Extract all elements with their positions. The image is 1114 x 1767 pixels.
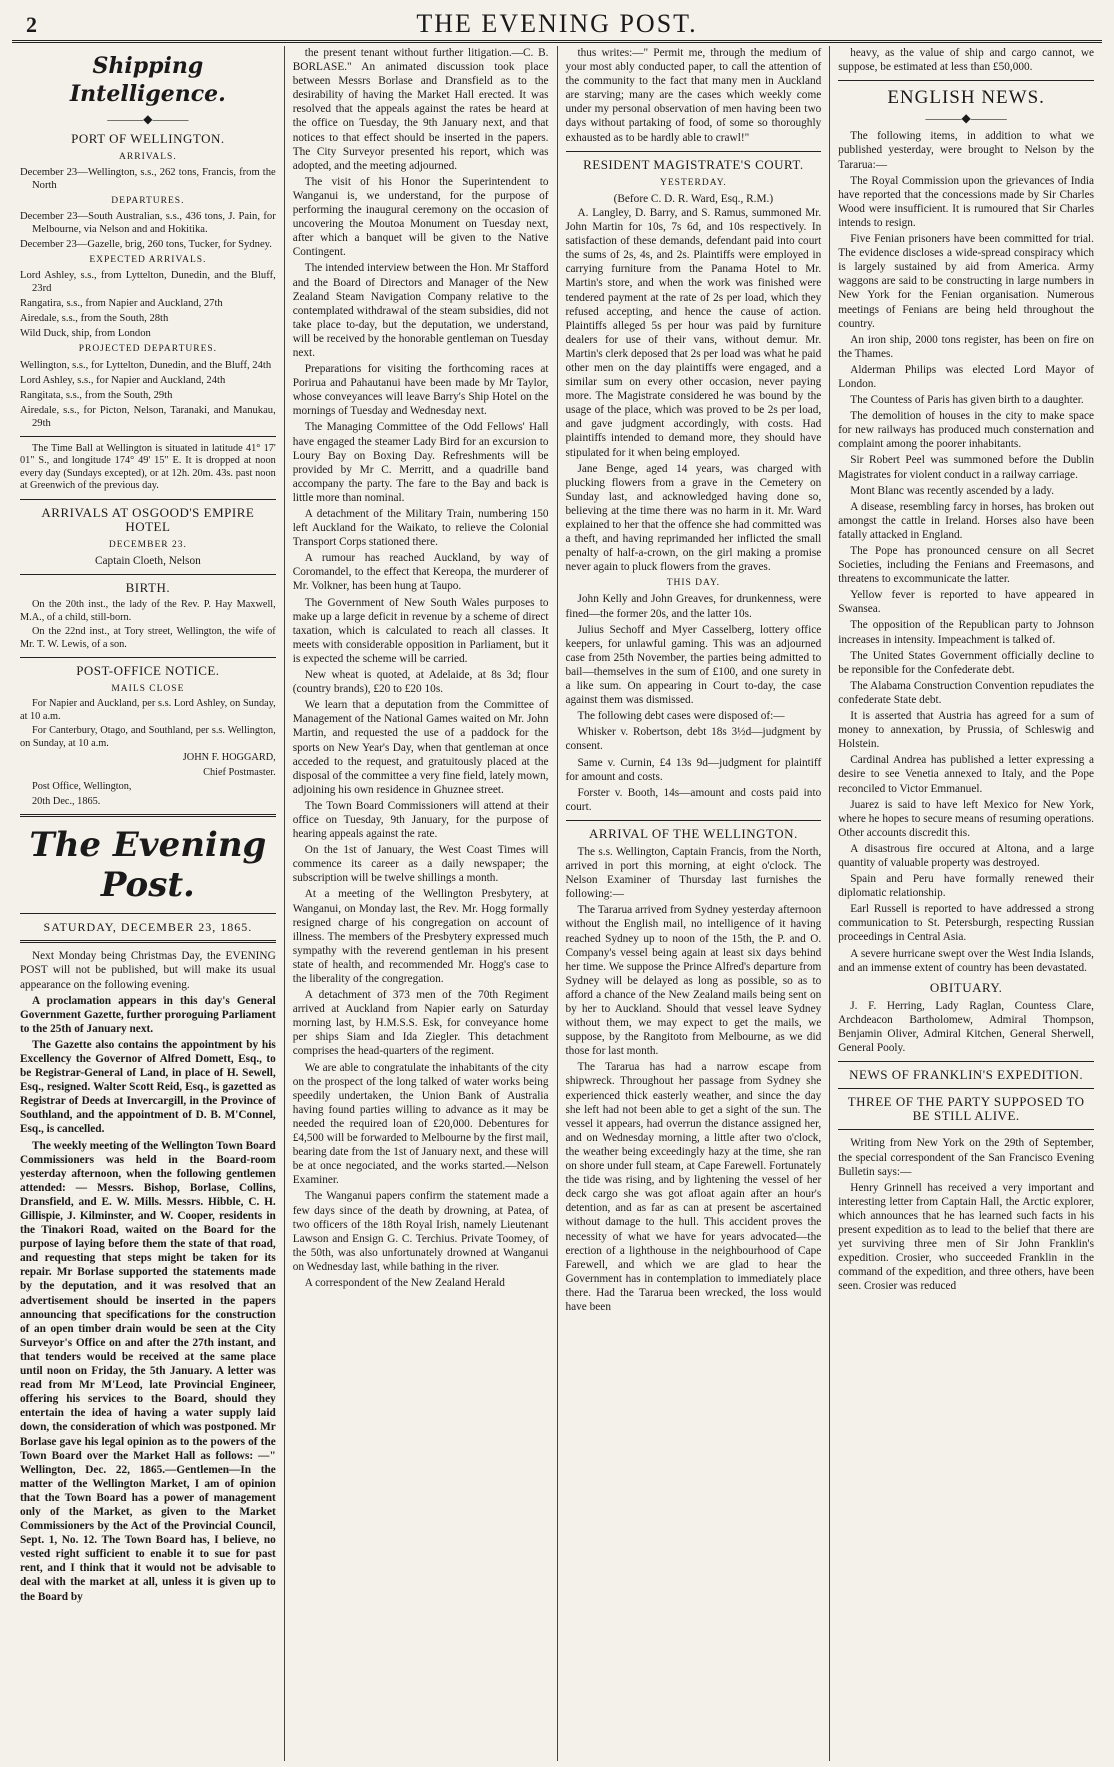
court-subheading: THIS DAY. [666,578,721,589]
article-paragraph: The Managing Committee of the Odd Fellows' Hall have engaged the steamer Lady Bird for an excursion to Loury Bay on Boxing Day. Refreshments will be provided by Mr C. Merritt, and a quadrille band accompany the party. The fare to the Bay and back is little more than nominal. [292,421,549,504]
projected-departures-label: PROJECTED DEPARTURES. [78,344,218,355]
court-paragraph: Forster v. Booth, 14s—amount and costs paid into court. [565,786,822,813]
news-item: Alderman Philips was elected Lord Mayor of London. [838,363,1094,390]
news-item: The following items, in addition to what we published yesterday, were brought to Nelson by the Tararua:— [838,130,1094,171]
mails-close-label: MAILS CLOSE [111,684,185,695]
shipping-intelligence-title: Shipping Intelligence. [69,53,226,107]
article-paragraph: heavy, as the value of ship and cargo cannot, we suppose, be estimated at less than £50,000. [838,47,1094,74]
divider [20,814,276,817]
article-paragraph: A proclamation appears in this day's General Government Gazette, further proroguing Parliament to the 25th of January next. [20,994,276,1035]
departure-entry: December 23—South Australian, s.s., 436 tons, J. Pain, for Melbourne, via Nelson and and Hokitika. [20,211,276,236]
divider [20,436,276,437]
article-paragraph: On the 1st of January, the West Coast Times will commence its career as a daily newspaper; the subscription will be twelve shillings a month. [292,844,549,885]
news-item: Cardinal Andrea has published a letter expressing a desire to see Venetia annexed to Italy, and the Pope reconciled to Victor Emmanuel. [838,754,1094,795]
news-item: Juarez is said to have left Mexico for New York, where he hopes to secure means of resuming operations. Other accounts discredit this. [838,798,1094,839]
divider [566,820,822,821]
expected-entry: Rangatira, s.s., from Napier and Auckland, 27th [20,298,223,310]
divider [20,940,276,943]
news-item: Mont Blanc was recently ascended by a lady. [850,484,1055,497]
departures-label: DEPARTURES. [111,196,185,207]
divider [566,151,822,152]
article-paragraph: The Tararua has had a narrow escape from shipwreck. Throughout her passage from Sydney she experienced thick easterly weather, and since the day she left had not been able to get a sight of the sun. The vessel it appears, had overrun the distance assigned her, and on Wednesday morning, a little after two o'clock, the weather being exceedingly hazy at the time, she ran on shore under full steam, at Cape Farewell. Fortunately the tide was rising, and by lightening the vessel of her deck cargo she was got afloat again after an hour's detention, and as far as can at present be ascertained without damage to the hull. This accident proves the necessity of what we have for years advocated—the erection of a lighthouse in the neighbourhood of Cape Farewell, and which we are glad to hear the Government has in contemplation to immediately place there. Had the Tararua been wrecked, the loss would have been [565,1061,822,1313]
newspaper-columns [12,46,1102,1761]
article-paragraph: A correspondent of the New Zealand Herald [304,1276,505,1289]
mail-entry: For Canterbury, Otago, and Southland, per s.s. Wellington, on Sunday, at 10 a.m. [20,725,276,749]
news-item: The United States Government officially decline to be reponsible for the Confederate debt. [838,649,1094,676]
dateline: SATURDAY, DECEMBER 23, 1865. [43,920,253,935]
article-paragraph: At a meeting of the Wellington Presbytery, at Wanganui, on Monday last, the Rev. Mr. Hogg formally resigned charge of his congregation on account of illness. The members of the Presbytery expressed much sympathy with the reverend gentleman in his present state of health, and recommended Mr. Hogg's case to the liberality of the congregation. [292,888,549,985]
post-office-heading: POST-OFFICE NOTICE. [76,663,220,679]
article-paragraph: The Town Board Commissioners will attend at their office on Tuesday, 9th January, for the purpose of hearing appeals against the rate. [292,799,549,841]
news-item: The opposition of the Republican party to Johnson increases in intensity. Impeachment is talked of. [838,619,1094,646]
court-presiding: (Before C. D. R. Ward, Esq., R.M.) [613,192,774,205]
news-item: Spain and Peru have formally renewed their diplomatic relationship. [838,873,1094,900]
time-ball-notice: The Time Ball at Wellington is situated in latitude 41° 17' 01" S., and longitude 174° 49' 15" E. It is dropped at noon every day (Sundays excepted), or at 12h. 20m. 43s. past noon at Greenwich of the previous day. [20,442,276,492]
article-paragraph: The intended interview between the Hon. Mr Stafford and the Board of Directors and Manager of the New Zealand Steam Navigation Company relative to the contemplated withdrawal of the steam subsidies, did not take place to-day, but the deputation, we understand, will be received by the honorable gentleman on Tuesday next. [292,262,549,359]
projected-entry: Wellington, s.s., for Lyttelton, Dunedin, and the Bluff, 24th [20,359,272,371]
article-paragraph: The Government of New South Wales purposes to make up a large deficit in revenue by a scheme of direct taxation, which is calculated to reach all classes. It meets with considerable opposition in Parliament, but it is expected the scheme will be carried. [292,596,549,665]
birth-heading: BIRTH. [125,579,171,595]
news-item: Sir Robert Peel was summoned before the Dublin Magistrates for violent conduct in a railway carriage. [838,454,1094,481]
column-2 [285,46,558,1761]
article-paragraph: Preparations for visiting the forthcoming races at Porirua and Pahautanui have been made by Mr Taylor, whose conveyances will leave Barry's Ship Hotel on the mornings of Tuesday and Wednesday next. [292,363,549,418]
news-item: The Alabama Construction Convention repudiates the confederate State debt. [838,679,1094,706]
court-heading: RESIDENT MAGISTRATE'S COURT. [583,156,804,172]
court-paragraph: Jane Benge, aged 14 years, was charged with plucking flowers from a grave in the Cemetery on Sunday last, and acknowledged having done so, believing at the time there was no harm in it. Mr. Ward explained to her that the offence she had committed was a theft, and having reprimanded her inflicted the small penalty of half-a-crown, on the girl making a promise never again to pluck flowers from the graves. [565,462,822,574]
paper-title: The Evening Post. [29,825,267,906]
arrival-heading: ARRIVAL OF THE WELLINGTON. [589,825,798,841]
divider [20,499,276,500]
article-paragraph: We learn that a deputation from the Committee of Management of the National Games waited on Mr. John Martin, and requested the use of a paddock for the sports on New Year's Day, when that gentleman at once acceded to the request, and gratuitously placed at the disposal of the committee a very fine field, lately mown, adjoining his own residence in Ghuznee street. [292,699,549,796]
news-item: The demolition of houses in the city to make space for new railways has produced much consternation and complaint among the poorer inhabitants. [838,410,1094,451]
masthead [12,6,1102,43]
news-item: It is asserted that Austria has agreed for a sum of money to annexation, by Prussia, of Schleswig and Holstein. [838,710,1094,751]
court-paragraph: Same v. Curnin, £4 13s 9d—judgment for plaintiff for amount and costs. [565,756,822,783]
expected-arrivals-label: EXPECTED ARRIVALS. [89,255,207,266]
hotel-date: DECEMBER 23. [108,539,187,550]
expected-entry: Lord Ashley, s.s., from Lyttelton, Dunedin, and the Bluff, 23rd [20,270,276,295]
divider [838,80,1094,81]
article-paragraph: The weekly meeting of the Wellington Town Board Commissioners was held in the Board-room yesterday afternoon, when the following gentlemen attended: — Messrs. Bishop, Borlase, Collins, Dransfield, and E. W. Mills. Messrs. Hibble, C. H. Gillispie, J. Kilminster, and W. Cooper, residents in the Tinakori Road, waited on the Board for the purpose of laying before them the state of that road, and requesting that steps might be taken for its repair. Mr Borlase supported the statements made by the deputation, and it was resolved that an advertisement should be inserted in the papers announcing that specifications for the construction of an open timber drain would be seen at the City Surveyor's Office on and after the 27th instant, and that tenders would be received at the same place until noon on Friday, the 5th January. A letter was read from Mr M'Leod, late Provincial Engineer, offering his services to the Board, should they entertain the idea of having a water supply laid down, the consideration of which was postponed. Mr Borlase gave his legal opinion as to the powers of the Town Board over the Market Hall as follows: —" Wellington, Dec. 22, 1865.—Gentlemen—In the matter of the Wellington Market, I am of opinion that the Town Board has a power of management only of the Market, as given to the Market Commissioners by the Act of the Provincial Council, Sept. 1, No. 12. The Town Board has, I believe, no vested right sufficient to enable it to sue for past rent, and I think that it would not be advisable to deal with the market at all, unless it is given up to the Board by [20,1139,276,1603]
news-item: The Pope has pronounced censure on all Secret Societies, including the Fenians and Freemasons, and threatens to excommunicate the latter. [838,545,1094,586]
column-4 [830,46,1102,1761]
court-subheading: YESTERDAY. [660,177,727,188]
court-paragraph: The following debt cases were disposed of:— [577,710,785,723]
obituary-heading: OBITUARY. [929,979,1003,995]
article-paragraph: Henry Grinnell has received a very important and interesting letter from Captain Hall, the Arctic explorer, which announces that he has learned such facts in his present expedition as to lead to the belief that there are yet surviving three men of Sir John Franklin's expedition. Crosier, who succeeded Franklin in the command of the expedition, and three others, have been seen. Crosier was reduced [838,1181,1094,1293]
postmaster-title: Chief Postmaster. [203,766,276,778]
article-paragraph: A rumour has reached Auckland, by way of Coromandel, to the effect that Kereopa, the murderer of Mr. Volkner, has been hung at Taupo. [292,552,549,593]
mail-entry: For Napier and Auckland, per s.s. Lord Ashley, on Sunday, at 10 a.m. [20,698,276,722]
hotel-guest: Captain Cloeth, Nelson [95,554,201,567]
departure-entry: December 23—Gazelle, brig, 260 tons, Tucker, for Sydney. [20,239,272,251]
expected-entry: Airedale, s.s., from the South, 28th [20,313,169,325]
news-item: A severe hurricane swept over the West India Islands, and an immense extent of country has been devastated. [838,947,1094,974]
divider [20,657,276,658]
divider [838,1088,1094,1089]
post-office-date: 20th Dec., 1865. [32,795,101,807]
projected-entry: Rangitata, s.s., from the South, 29th [20,389,173,401]
news-item: The Royal Commission upon the grievances of India have reported that the concessions made by Sir Charles Wood were insufficient. It is rumoured that Sir Charles intends to resign. [838,174,1094,229]
birth-entry: On the 22nd inst., at Tory street, Wellington, the wife of Mr. T. W. Lewis, of a son. [20,626,276,650]
article-paragraph: Next Monday being Christmas Day, the EVENING POST will not be published, but will make its usual appearance on the following evening. [20,950,276,991]
column-1 [12,46,285,1761]
news-item: The Countess of Paris has given birth to a daughter. [850,394,1084,407]
divider [20,913,276,914]
news-item: An iron ship, 2000 tons register, has been on fire on the Thames. [838,333,1094,360]
article-paragraph: We are able to congratulate the inhabitants of the city on the prospect of the long talked of water works being speedily undertaken, the Union Bank of Australia having found parties willing to advance as it may be needed the required loan of £20,000. Debentures for £4,500 will be forwarded to Melbourne by the first mail, bearing date from the 1st of January next, and these will be at once negociated, and the works started.—Nelson Examiner. [292,1061,549,1187]
divider [838,1061,1094,1062]
news-item: Five Fenian prisoners have been committed for trial. The evidence discloses a wide-spread conspiracy which is largely sustained by aid from America. Army waggons are said to be constructing in large numbers in New York for the Fenian organisation. Numerous meetings of Fenians are being held throughout the country. [838,233,1094,330]
arrival-entry: December 23—Wellington, s.s., 262 tons, Francis, from the North [20,167,276,192]
news-item: A disastrous fire occured at Altona, and a large quantity of valuable property was destroyed. [838,842,1094,869]
post-office-location: Post Office, Wellington, [32,781,132,793]
obituary-text: J. F. Herring, Lady Raglan, Countess Clare, Archdeacon Bartholomew, Admiral Thompson, Benjamin Oliver, Admiral Kitchen, General Sherwell, General Pooly. [838,999,1094,1055]
court-paragraph: Julius Sechoff and Myer Casselberg, lottery office keepers, for unlawful gaming. This was an adjourned case from 25th November, the parties being admitted to bail—themselves in the sum of £100, and one surety in a like sum. On appearing in Court to-day, the case against them was dismissed. [565,623,822,707]
birth-entry: On the 20th inst., the lady of the Rev. P. Hay Maxwell, M.A., of a child, still-born. [20,599,276,623]
article-paragraph: The visit of his Honor the Superintendent to Wanganui is, we understand, for the purpose of performing the inaugural ceremony on the occasion of uncovering the Moutoa Monument on Tuesday next, after which a banquet will be given to the Native Contingent. [292,175,549,259]
article-paragraph: The Tararua arrived from Sydney yesterday afternoon without the English mail, no intelligence of it having reached Sydney up to noon of the 15th, the P. and O. Company's vessel being again at least six days behind her time. We suppose the Prince Alfred's departure from Sydney will be delayed as long as possible, so as to afford a chance of the New Zealand mails being sent on by her to Auckland. Should that vessel leave Sydney without them, we may expect to get the mails, we suppose, by the Rangitoto from Melbourne, as we did those for last month. [565,904,822,1058]
article-paragraph: thus writes:—" Permit me, through the medium of your most ably conducted paper, to call the attention of the community to the fact that many men in Auckland are starving; many are the cases which weekly come under my personal observation of men having been two days without partaking of food, of some so thoroughly exhausted as to be hardly able to crawl!" [565,47,822,144]
news-item: A disease, resembling farcy in horses, has broken out amongst the cattle in Ireland. Horses also have been fatally attacked in England. [838,500,1094,541]
port-heading: PORT OF WELLINGTON. [71,131,225,147]
english-news-heading: ENGLISH NEWS. [887,87,1045,109]
ornament-divider: ———◆——— [107,112,189,126]
franklin-heading: NEWS OF FRANKLIN'S EXPEDITION. [849,1067,1084,1083]
court-paragraph: A. Langley, D. Barry, and S. Ramus, summoned Mr. John Martin for 10s, 7s 6d, and 10s respectively. In satisfaction of these demands, defendant paid into court the sums of 2s, 4s, and 2s. Plaintiffs were employed in carrying furniture from the Panama Hotel to Mr. Martin's store, and when the work was finished were tendered payment at the rate of 2s per load, which they refused accepting, and hence the cause of action. Plaintiffs alleged 5s per hour was paid by furniture dealers for use of their vans, without demur. Mr. Martin's clerk deposed that 2s per load was what he paid other men on the day plaintiffs were engaged, and a similar sum on every other occasion, never paying more. The Magistrate considered he was bound by the usage of the place, which was proved to be 2s per load, and gave judgment accordingly, with costs. Had plaintiffs intended to demand more, they should have stipulated for it when being employed. [565,206,822,459]
newspaper-name: THE EVENING POST. [416,9,698,38]
court-paragraph: John Kelly and John Greaves, for drunkenness, were fined—the former 20s, and the latter 10s. [565,593,822,620]
expected-entry: Wild Duck, ship, from London [20,328,151,340]
article-paragraph: Writing from New York on the 29th of September, the special correspondent of the San Francisco Evening Bulletin says:— [838,1137,1094,1178]
news-item: Yellow fever is reported to have appeared in Swansea. [838,589,1094,616]
projected-entry: Lord Ashley, s.s., for Napier and Auckland, 24th [20,374,226,386]
franklin-subheading: THREE OF THE PARTY SUPPOSED TO BE STILL ALIVE. [847,1094,1085,1124]
ornament-divider: ———◆——— [925,111,1007,126]
article-paragraph: the present tenant without further litigation.—C. B. BORLASE." An animated discussion took place between Messrs Borlase and Dransfield as to the desirability of having the Market Hall erected. It was resolved that the appeals against the rates be heard at the office on Tuesday, the 9th January next, and that notices to that effect should be inserted in the papers. The City Surveyor presented his report, which was adopted, and the meeting adjourned. [292,47,549,172]
page-number: 2 [26,12,37,37]
article-paragraph: A detachment of 373 men of the 70th Regiment arrived at Auckland from Napier early on Saturday morning last, by H.M.S.S. Esk, for conveyance home per ships Siam and Ida Ziegler. This detachment comprises the head-quarters of the regiment. [292,989,549,1058]
postmaster-name: JOHN F. HOGGARD, [182,752,276,764]
article-paragraph: The Gazette also contains the appointment by his Excellency the Governor of Alfred Domett, Esq., to be Registrar-General of Land, in place of H. Sewell, Esq., resigned. Walter Scott Reid, Esq., is gazetted as Registrar of Deeds at Invercargill, in the Province of Southland, and the appointment of D. B. M'Connel, Esq., is cancelled. [20,1038,276,1136]
article-paragraph: A detachment of the Military Train, numbering 150 left Auckland for the Waikato, to relieve the Colonial Transport Corps stationed there. [292,508,549,549]
hotel-heading: ARRIVALS AT OSGOOD'S EMPIRE HOTEL [41,504,255,534]
divider [20,574,276,575]
article-paragraph: The Wanganui papers confirm the statement made a few days since of the death by drowning, at Patea, of two officers of the 18th Royal Irish, namely Lieutenant Lawson and Ensign G. C. Terchius. Private Toomey, of the 50th, was also unfortunately drowned at Wanganui on Wednesday last, while bathing in the river. [292,1190,549,1273]
divider [838,1129,1094,1130]
article-paragraph: New wheat is quoted, at Adelaide, at 8s 3d; flour (country brands), £20 to £20 10s. [292,669,549,696]
court-paragraph: Whisker v. Robertson, debt 18s 3½d—judgment by consent. [565,726,822,753]
article-paragraph: The s.s. Wellington, Captain Francis, from the North, arrived in port this morning, at eight o'clock. The Nelson Examiner of Thursday last furnishes the following:— [565,845,822,901]
column-3 [558,46,831,1761]
projected-entry: Airedale, s.s., for Picton, Nelson, Taranaki, and Manukau, 29th [20,404,276,429]
arrivals-label: ARRIVALS. [119,152,177,163]
news-item: Earl Russell is reported to have addressed a strong communication to St. Petersburgh, respecting Russian proceedings in Central Asia. [838,903,1094,944]
